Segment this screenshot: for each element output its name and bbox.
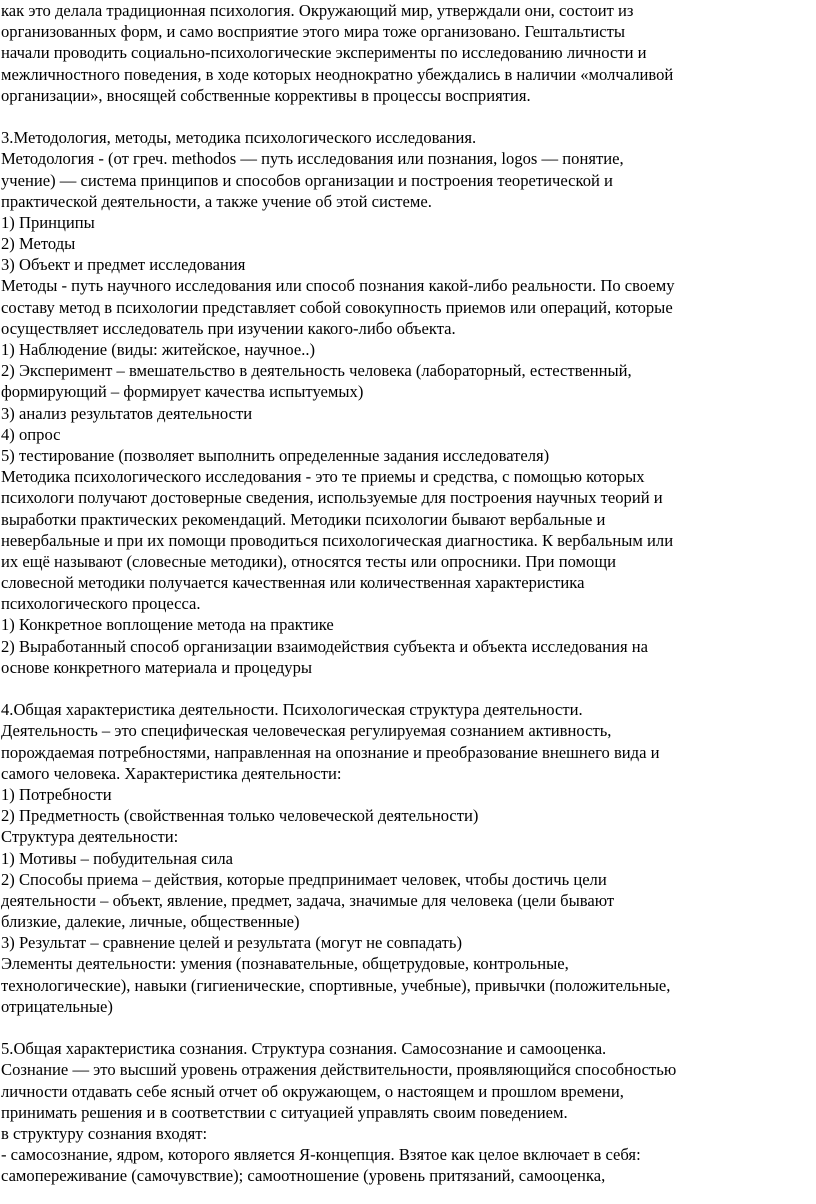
paragraph-gestalt-continuation [1,0,808,106]
list-item: 4) опрос [1,424,61,444]
list-item: 2) Выработанный способ организации взаимодействия субъекта и объекта исследования на [1,636,648,656]
text-line: начали проводить социально-психологические эксперименты по исследованию личности и [1,43,647,63]
text-line: психологи получают достоверные сведения, используемые для построения научных теорий и [1,488,663,508]
list-item: 2) Эксперимент – вмешательство в деятельность человека (лабораторный, естественный, [1,361,632,381]
text-line: близкие, далекие, личные, общественные) [1,912,300,932]
text-line: личности отдавать себе ясный отчет об окружающем, о настоящем и прошлом времени, [1,1081,624,1101]
text-line: психологического процесса. [1,594,201,614]
text-line: самого человека. Характеристика деятельности: [1,763,342,783]
text-line: организации», вносящей собственные коррективы в процессы восприятия. [1,85,531,105]
text-line: выработки практических рекомендаций. Методики психологии бывают вербальные и [1,509,606,529]
list-item: 1) Наблюдение (виды: житейское, научное..) [1,340,316,359]
text-line: Методы - путь научного исследования или способ познания какой-либо реальности. По своему [1,276,675,296]
text-line: как это делала традиционная психология. Окружающий мир, утверждали они, состоит из [1,1,634,20]
list-item: 1) Мотивы – побудительная сила [1,848,234,868]
text-line: принимать решения и в соответствии с ситуацией управлять своим поведением. [1,1102,568,1122]
list-item: 3) Объект и предмет исследования [1,255,246,275]
text-line: Структура деятельности: [1,827,179,847]
section-activity [1,699,808,1017]
list-item: 2) Предметность (свойственная только человеческой деятельности) [1,806,479,826]
list-item: 2) Способы приема – действия, которые предпринимает человек, чтобы достичь цели [1,869,607,889]
text-line: межличностного поведения, в ходе которых неоднократно убеждались в наличии «молчаливой [1,64,674,84]
list-item: 2) Методы [1,234,76,254]
list-item: 1) Принципы [1,212,95,232]
text-line: практической деятельности, а также учение об этой системе. [1,191,432,211]
text-line: осуществляет исследователь при изучении какого-либо объекта. [1,318,456,338]
list-item: 3) Результат – сравнение целей и результата (могут не совпадать) [1,933,463,953]
text-line: деятельности – объект, явление, предмет, задача, значимые для человека (цели бывают [1,890,615,910]
text-line: отрицательные) [1,996,113,1016]
section-heading: 3.Методология, методы, методика психологического исследования. [1,128,477,148]
text-line: в структуру сознания входят: [1,1123,208,1143]
list-item: 3) анализ результатов деятельности [1,403,253,423]
text-line: формирующий – формирует качества испытуемых) [1,382,364,402]
text-line: - самосознание, ядром, которого является Я-концепция. Взятое как целое включает в себя: [1,1145,641,1165]
text-line: Методология - (от греч. methodos — путь исследования или познания, logos — понятие, [1,149,624,169]
paragraph-spacer [1,106,808,127]
section-heading: 5.Общая характеристика сознания. Структура сознания. Самосознание и самооценка. [1,1039,607,1059]
text-line: Сознание — это высший уровень отражения действительности, проявляющийся способностью [1,1060,677,1080]
text-line: их ещё называют (словесные методики), относятся тесты или опросники. При помощи [1,551,617,571]
text-line: основе конкретного материала и процедуры [1,657,313,677]
text-line: порождаемая потребностями, направленная на опознание и преобразование внешнего вида и [1,742,660,762]
text-line: составу метод в психологии представляет собой совокупность приемов или операций, которые [1,297,673,317]
paragraph-spacer [1,1017,808,1038]
section-heading: 4.Общая характеристика деятельности. Психологическая структура деятельности. [1,700,583,720]
text-line: Деятельность – это специфическая человеческая регулируемая сознанием активность, [1,721,612,741]
text-line: Элементы деятельности: умения (познавательные, общетрудовые, контрольные, [1,954,569,974]
text-line: организованных форм, и само восприятие этого мира тоже организовано. Гештальтисты [1,22,625,42]
text-line: невербальные и при их помощи проводиться психологическая диагностика. К вербальным или [1,530,674,550]
text-line: Методика психологического исследования - это те приемы и средства, с помощью которых [1,467,645,487]
text-line: технологические), навыки (гигиенические, спортивные, учебные), привычки (положительные, [1,975,671,995]
text-line: словесной методики получается качественная или количественная характеристика [1,573,585,593]
section-consciousness [1,1038,808,1186]
text-line: самопереживание (самочувствие); самоотношение (уровень притязаний, самооценка, [1,1166,606,1186]
list-item: 5) тестирование (позволяет выполнить определенные задания исследователя) [1,445,550,465]
text-line: учение) — система принципов и способов организации и построения теоретической и [1,170,613,190]
list-item: 1) Потребности [1,784,112,804]
paragraph-spacer [1,678,808,699]
list-item: 1) Конкретное воплощение метода на практике [1,615,334,635]
section-methodology [1,127,808,678]
